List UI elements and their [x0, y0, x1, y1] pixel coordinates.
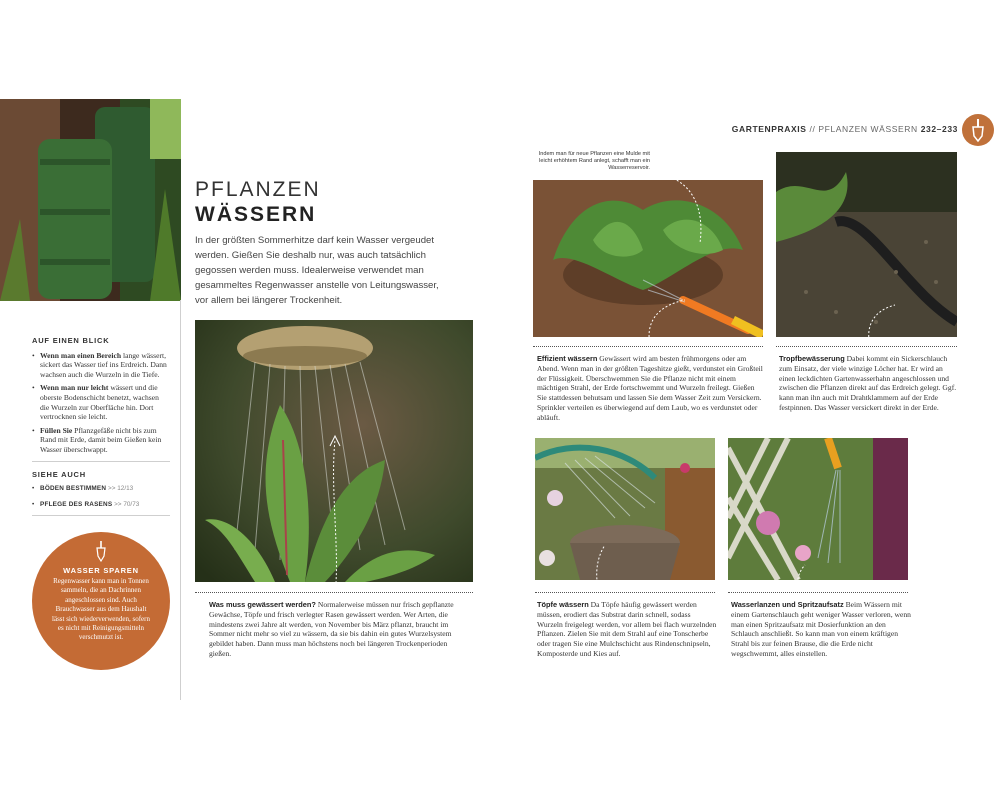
sidebar [32, 336, 170, 524]
caption-rule [195, 592, 473, 593]
running-header [690, 124, 958, 134]
see-also-link[interactable]: • BÖDEN BESTIMMEN >> 12/13 [32, 484, 170, 494]
caption-pots: Töpfe wässern Da Töpfe häufig gewässert werden müssen, erodiert das Substrat darin schnell, sodass Wurzeln freigelegt werden, vor allem bei flach wurzelnden Pflanzen. Zielen Sie mit dem Strahl auf eine Tonscherbe oder tragen Sie eine Mulchschicht aus Rindenschnipseln, Komposterde und Kies auf. [537, 600, 717, 658]
list-item: • Wenn man einen Bereich lange wässert, sickert das Wasser tief ins Erdreich. Dann wachsen auch die Wurzeln in die Tiefe. [32, 351, 170, 380]
caption-drip: Tropfbewässerung Dabei kommt ein Sickerschlauch zum Einsatz, der viele winzige Löcher hat. Er wird an einen leckdichten Gartenwasserhahn angeschlossen und zwischen die Pflanzen direkt auf das Erdreich gelegt. Ggf. kann man ihn auch mit Drahtklammern auf der Erde festpinnen. Das Wasser versickert direkt in der Erde. [779, 354, 957, 412]
header-separator: // [809, 124, 816, 134]
caption-pointer [640, 290, 690, 350]
caption-pointer [860, 300, 900, 350]
watering-lance-photo [728, 438, 908, 580]
photo-annotation: Indem man für neue Pflanzen eine Mulde mit leicht erhöhtem Rand anlegt, schafft man ein Wasserreservoir. [538, 151, 650, 172]
list-item: • Füllen Sie Pflanzgefäße nicht bis zum Rand mit Erde, damit beim Gießen kein Wasser überschwappt. [32, 426, 170, 455]
caption-efficient: Effizient wässern Gewässert wird am besten frühmorgens oder am Abend. Wenn man in der größten Tageshitze gießt, verdunstet ein Großteil der Flüssigkeit. Überschwemmen Sie die Pflanze nicht mit einem mächtigen Strahl, der Erde fortschwemmt und Wurzeln freilegt. Gießen Sie stattdessen behutsam und lassen Sie dem Wasser Zeit zum Versickern. Sprinkler verteilen es überwiegend auf dem Laub, wo es verdunstet oder abläuft. [537, 354, 763, 422]
caption-pointer [590, 540, 620, 600]
caption-rule [535, 592, 715, 593]
intro-text: In der größten Sommerhitze darf kein Wasser vergeudet werden. Gießen Sie deshalb nur, was auch tatsächlich gegossen werden muss. Idealerweise verwendet man gesammeltes Regenwasser anstelle von Leitungswasser, vor allem bei längerer Trockenheit. [195, 235, 439, 306]
divider [32, 515, 170, 516]
page-title-line2: WÄSSERN [195, 203, 317, 226]
tip-text: Regenwasser kann man in Tonnen sammeln, die an Dachrinnen angeschlossen sind. Auch Brauchwasser aus dem Haushalt lässt sich wiederverwenden, sofern es nicht mit Reinigungsmitteln verschmutzt ist. [52, 577, 150, 642]
caption-main: Was muss gewässert werden? Normalerweise müssen nur frisch gepflanzte Gewächse, Töpfe und frisch verlegter Rasen gewässert werden. Wer Arten, die mindestens zwei Jahre alt werden, von November bis März pflanzt, braucht im Sommer nicht mehr so viel zu wässern, da sie bis dahin ein gutes Wurzelsystem gebildet haben. Dann muss man höchstens noch bei längeren Trockenperioden gießen. [209, 600, 454, 658]
header-badge [962, 114, 994, 146]
sidebar-heading: AUF EINEN BLICK [32, 336, 110, 345]
tip-circle [32, 532, 170, 670]
pots-photo [535, 438, 715, 580]
trowel-icon [962, 114, 994, 146]
caption-rule [728, 592, 908, 593]
caption-rule [533, 346, 763, 347]
rain-barrel-photo [0, 99, 181, 301]
divider [32, 461, 170, 462]
header-pages: 232–233 [920, 124, 958, 134]
see-also-list [32, 484, 170, 509]
header-section: GARTENPRAXIS [731, 124, 807, 134]
see-also-heading: SIEHE AUCH [32, 469, 86, 479]
column-divider [180, 300, 181, 700]
page-title-line1: PFLANZEN [195, 178, 321, 201]
caption-lance: Wasserlanzen und Spritzaufsatz Beim Wässern mit einem Gartenschlauch geht weniger Wasser verloren, wenn man einen Spritzaufsatz mit Dosierfunktion an den Schlauch anschließt. So kann man von einem kräftigen Strahl bis zur feinen Brause, die die Erde nicht wegschwemmt, alles einstellen. [731, 600, 911, 658]
trowel-icon [94, 540, 108, 564]
caption-rule [776, 346, 957, 347]
sidebar-bullets [32, 351, 170, 455]
header-subsection: PFLANZEN WÄSSERN [818, 124, 918, 134]
list-item: • Wenn man nur leicht wässert und die oberste Bodenschicht benetzt, wachsen die Wurzeln zur Oberfläche hin. Dort vertrocknen sie leicht. [32, 383, 170, 421]
see-also-link[interactable]: • PFLEGE DES RASENS >> 70/73 [32, 500, 170, 510]
annotation-pointer [650, 165, 710, 245]
tip-title: WASSER SPAREN [63, 566, 139, 575]
caption-pointer [320, 430, 360, 600]
caption-pointer [790, 560, 820, 600]
